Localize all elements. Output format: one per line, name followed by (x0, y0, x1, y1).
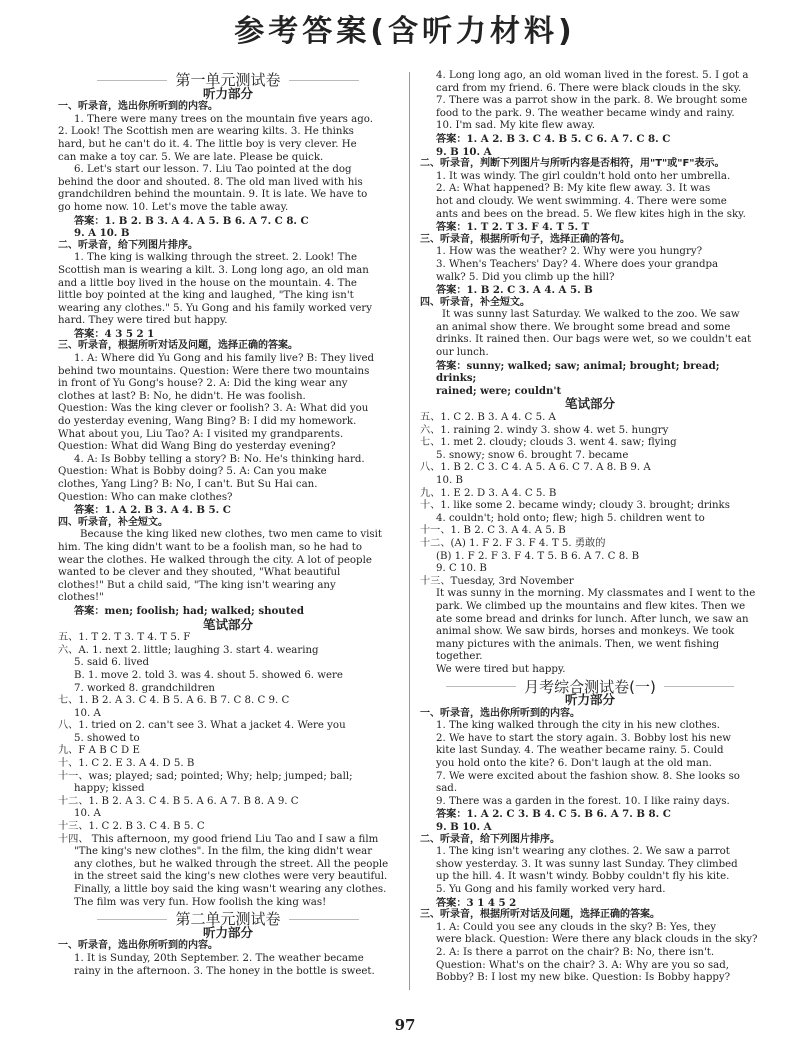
text-line: up the hill. 4. It wasn't windy. Bobby couldn't fly his kite. (436, 871, 730, 883)
text-line: drinks. It rained then. Our bags were wet, so we couldn't eat (436, 334, 752, 346)
right-column (420, 70, 760, 996)
text-line: Scottish man is wearing a kilt. 3. Long long ago, an old man (58, 264, 369, 276)
text-line: B. 1. move 2. told 3. was 4. shout 5. showed 6. were (74, 669, 343, 681)
text-line: clothes at last? B: No, he didn't. He was foolish. (58, 390, 306, 402)
section-heading: 一、听录音，选出你所听到的内容。 (58, 101, 218, 113)
text-line: What about you, Liu Tao? A: I visited my grandparents. (58, 428, 344, 440)
text-line: any clothes, but he walked through the street. All the people (74, 858, 389, 870)
text-line: 4. couldn't; hold onto; flew; high 5. children went to (436, 512, 705, 524)
text-line: clothes!" But a child said, "The king isn't wearing any (58, 579, 336, 591)
left-column (58, 70, 398, 996)
answer-line: 答案：1. T 2. T 3. F 4. T 5. T (436, 221, 590, 234)
text-line: show yesterday. 3. It was sunny last Sunday. They climbed (436, 858, 738, 870)
unit-heading: 第一单元测试卷 (58, 74, 398, 87)
text-line: Question: What did Wang Bing do yesterday evening? (58, 441, 336, 453)
text-line: kite last Sunday. 4. The weather became rainy. 5. Could (436, 745, 724, 757)
text-line: We were tired but happy. (436, 663, 566, 675)
text-line: many pictures with the animals. Then, we went fishing (436, 638, 720, 650)
text-line: 3. When's Teachers' Day? 4. Where does your grandpa (436, 258, 719, 270)
text-line: an animal show there. We brought some bread and some (436, 321, 731, 333)
text-line: 十二、(A) 1. F 2. F 3. F 4. T 5. 勇敢的 (420, 537, 606, 549)
text-line: 六、1. raining 2. windy 3. show 4. wet 5. hungry (420, 424, 669, 436)
text-line: together. (436, 651, 483, 663)
answer-line: 9. A 10. B (74, 227, 130, 240)
text-line: "The king's new clothes". In the film, the king didn't wear (74, 846, 373, 858)
text-line: 十、1. C 2. E 3. A 4. D 5. B (58, 758, 195, 770)
text-line: hard, but he can't do it. 4. The little boy is very clever. He (58, 138, 357, 150)
text-line: wear the clothes. He walked through the city. A lot of people (58, 554, 372, 566)
text-line: 9. There was a garden in the forest. 10. I like rainy days. (436, 795, 730, 807)
text-line: 1. A: Could you see any clouds in the sky? B: Yes, they (436, 921, 716, 933)
text-line: 七、1. B 2. A 3. C 4. B 5. A 6. B 7. C 8. C 9. C (58, 695, 290, 707)
text-line: clothes, Yang Ling? B: No, I can't. But Su Hai can. (58, 479, 318, 490)
text-line: hard. They were tired but happy. (58, 315, 228, 327)
text-line: 6. Let's start our lesson. 7. Liu Tao pointed at the dog (74, 164, 352, 176)
text-line: 十一、1. B 2. C 3. A 4. A 5. B (420, 525, 566, 537)
text-line: 十三、Tuesday, 3rd November (420, 575, 574, 587)
section-heading: 四、听录音，补全短文。 (58, 516, 168, 528)
text-line: wearing any clothes." 5. Yu Gong and his family worked very (58, 302, 373, 314)
text-line: 10. B (436, 475, 463, 486)
text-line: were black. Question: Were there any black clouds in the sky? (436, 934, 758, 946)
text-line: 7. We were excited about the fashion show. 8. She looks so sad. (436, 770, 740, 795)
text-line: 六、A. 1. next 2. little; laughing 3. start 4. wearing (58, 644, 319, 656)
part-heading: 听力部分 (564, 692, 615, 708)
text-line: go home now. 10. Let's move the table away. (58, 201, 289, 213)
text-line: behind two mountains. Question: Were there two mountains (58, 365, 370, 377)
answer-line: 答案：4 3 5 2 1 (74, 327, 155, 340)
text-line: do yesterday evening, Wang Bing? B: I did my homework. (58, 416, 357, 428)
text-line: 10. A (74, 808, 101, 820)
unit-heading: 月考综合测试卷(一) (420, 681, 760, 694)
text-line: 五、1. C 2. B 3. A 4. C 5. A (420, 412, 556, 424)
part-heading: 听力部分 (202, 85, 253, 101)
section-heading: 一、听录音，选出你所听到的内容。 (420, 707, 580, 719)
text-line: Question: Who can make clothes? (58, 491, 233, 503)
text-line: Question: What is Bobby doing? 5. A: Can you make (58, 466, 327, 478)
text-line: behind the door and shouted. 8. The old man lived with his (58, 176, 363, 188)
text-line: Because the king liked new clothes, two men came to visit (80, 529, 382, 541)
text-line: 9. C 10. B (436, 563, 487, 575)
section-heading: 二、听录音，判断下列图片与所听内容是否相符，用"T"或"F"表示。 (420, 158, 725, 170)
text-line: Bobby? B: I lost my new bike. Question: Is Bobby happy? (436, 972, 731, 984)
text-line: 九、1. E 2. D 3. A 4. C 5. B (420, 487, 557, 499)
text-line: in the street said the king's new clothes were very beautiful. (74, 871, 388, 883)
text-line: It was sunny in the morning. My classmates and I went to the (436, 588, 756, 600)
section-heading: 一、听录音，选出你所听到的内容。 (58, 940, 218, 952)
text-line: walk? 5. Did you climb up the hill? (436, 271, 615, 283)
text-line: The film was very fun. How foolish the king was! (74, 896, 327, 908)
text-line: 7. There was a parrot show in the park. 8. We brought some (436, 95, 748, 107)
text-line: Finally, a little boy said the king wasn't wearing any clothes. (74, 884, 387, 895)
answer-line: 9. B 10. A (436, 821, 492, 834)
text-line: little boy pointed at the king and laughed, "The king isn't (58, 290, 354, 302)
text-line: 十四、 This afternoon, my good friend Liu Tao and I saw a film (58, 833, 379, 845)
section-heading: 二、听录音，给下列图片排序。 (420, 833, 560, 845)
text-line: 1. There were many trees on the mountain five years ago. (74, 113, 373, 125)
section-heading: 二、听录音，给下列图片排序。 (58, 239, 198, 251)
text-line: 七、1. met 2. cloudy; clouds 3. went 4. saw; flying (420, 437, 677, 449)
text-line: (B) 1. F 2. F 3. F 4. T 5. B 6. A 7. C 8. B (436, 550, 640, 562)
text-line: 1. How was the weather? 2. Why were you hungry? (436, 246, 703, 258)
text-line: 1. It was windy. The girl couldn't hold onto her umbrella. (436, 170, 731, 182)
answer-line: 答案：sunny; walked; saw; animal; brought; bread; drinks; (436, 359, 720, 385)
text-line: 1. A: Where did Yu Gong and his family live? B: They lived (74, 353, 375, 365)
text-line: 10. I'm sad. My kite flew away. (436, 120, 595, 132)
section-heading: 三、听录音，根据所听对话及问题，选择正确的答案。 (58, 340, 298, 352)
answer-line: 答案：3 1 4 5 2 (436, 896, 517, 909)
text-line: 十一、was; played; sad; pointed; Why; help; jumped; ball; (58, 770, 353, 782)
text-line: our lunch. (436, 347, 489, 359)
text-line: 5. showed to (74, 732, 140, 744)
text-line: 2. We have to start the story again. 3. Bobby lost his new (436, 732, 731, 744)
text-line: rainy in the afternoon. 3. The honey in the bottle is sweet. (74, 965, 375, 977)
column-divider (409, 72, 410, 990)
text-line: 八、1. tried on 2. can't see 3. What a jacket 4. Were you (58, 720, 346, 732)
text-line: 2. Look! The Scottish men are wearing kilts. 3. He thinks (58, 126, 354, 138)
text-line: 7. worked 8. grandchildren (74, 682, 215, 694)
text-line: clothes!" (58, 592, 104, 604)
answer-line: 答案：1. B 2. B 3. A 4. A 5. B 6. A 7. C 8. C (74, 214, 309, 227)
text-line: 八、1. B 2. C 3. C 4. A 5. A 6. C 7. A 8. B 9. A (420, 462, 651, 474)
text-line: 4. A: Is Bobby telling a story? B: No. He's thinking hard. (74, 453, 365, 465)
section-heading: 三、听录音，根据所听对话及问题，选择正确的答案。 (420, 909, 660, 921)
answer-line: 9. B 10. A (436, 145, 492, 158)
text-line: park. We climbed up the mountains and flew kites. Then we (436, 600, 746, 612)
text-line: Question: What's on the chair? 3. A: Why are you so sad, (436, 959, 729, 971)
answer-line: rained; were; couldn't (436, 384, 562, 397)
text-line: ate some bread and drinks for lunch. After lunch, we saw an (436, 613, 749, 625)
text-line: 十三、1. C 2. B 3. C 4. B 5. C (58, 821, 205, 833)
text-line: Question: Was the king clever or foolish? 3. A: What did you (58, 403, 369, 415)
text-line: 九、F A B C D E (58, 745, 140, 757)
text-line: grandchildren behind the mountain. 9. It is late. We have to (58, 189, 368, 201)
text-line: 1. The king walked through the city in his new clothes. (436, 720, 721, 732)
text-line: 5. said 6. lived (74, 657, 150, 669)
text-line: in front of Yu Gong's house? 2. A: Did the king wear any (58, 378, 348, 390)
section-heading: 四、听录音，补全短文。 (420, 296, 530, 308)
text-line: food to the park. 9. The weather became windy and rainy. (436, 107, 735, 119)
section-heading: 三、听录音，根据所听句子，选择正确的答句。 (420, 233, 630, 245)
text-line: wanted to be clever and they shouted, "What beautiful (58, 567, 341, 579)
text-line: 2. A: Is there a parrot on the chair? B: No, there isn't. (436, 946, 715, 958)
text-line: card from my friend. 6. There were black clouds in the sky. (436, 82, 742, 94)
text-line: 5. Yu Gong and his family worked very hard. (436, 884, 666, 895)
text-line: and a little boy lived in the house on the mountain. 4. The (58, 277, 357, 289)
text-line: 十、1. like some 2. became windy; cloudy 3. brought; drinks (420, 500, 730, 512)
page-title: 参考答案(含听力材料) (234, 14, 576, 49)
text-line: 五、1. T 2. T 3. T 4. T 5. F (58, 632, 191, 644)
text-line: It was sunny last Saturday. We walked to the zoo. We saw (442, 309, 740, 321)
text-line: can make a toy car. 5. We are late. Please be quick. (58, 151, 324, 163)
text-line: 十二、1. B 2. A 3. C 4. B 5. A 6. A 7. B 8. A 9. C (58, 795, 299, 807)
text-line: you hold onto the kite? 6. Don't laugh at the old man. (436, 758, 712, 770)
part-heading: 笔试部分 (564, 396, 615, 412)
text-line: 1. It is Sunday, 20th September. 2. The weather became (74, 952, 364, 964)
unit-heading: 第二单元测试卷 (58, 913, 398, 926)
answer-line: 答案：1. A 2. C 3. B 4. C 5. B 6. A 7. B 8. C (436, 808, 671, 821)
text-line: 10. A (74, 707, 101, 719)
answer-line: 答案：1. A 2. B 3. A 4. B 5. C (74, 504, 231, 517)
part-heading: 听力部分 (202, 924, 253, 940)
text-line: 1. The king is walking through the street. 2. Look! The (74, 252, 358, 264)
part-heading: 笔试部分 (202, 616, 253, 632)
text-line: 5. snowy; snow 6. brought 7. became (436, 449, 629, 461)
answer-line: 答案：1. B 2. C 3. A 4. A 5. B (436, 284, 593, 297)
text-line: ants and bees on the bread. 5. We flew kites high in the sky. (436, 208, 746, 220)
text-line: 2. A: What happened? B: My kite flew away. 3. It was (436, 183, 711, 195)
text-line: 4. Long long ago, an old woman lived in the forest. 5. I got a (436, 70, 749, 81)
answer-line: 答案：men; foolish; had; walked; shouted (74, 604, 305, 617)
text-line: 1. The king isn't wearing any clothes. 2. We saw a parrot (436, 846, 730, 858)
text-line: happy; kissed (74, 783, 145, 795)
text-line: animal show. We saw birds, horses and monkeys. We took (436, 626, 735, 638)
text-line: hot and cloudy. We went swimming. 4. There were some (436, 195, 727, 207)
answer-line: 答案：1. A 2. B 3. C 4. B 5. C 6. A 7. C 8. C (436, 132, 671, 145)
text-line: him. The king didn't want to be a foolish man, so he had to (58, 541, 362, 553)
page-number: 97 (394, 1016, 416, 1034)
